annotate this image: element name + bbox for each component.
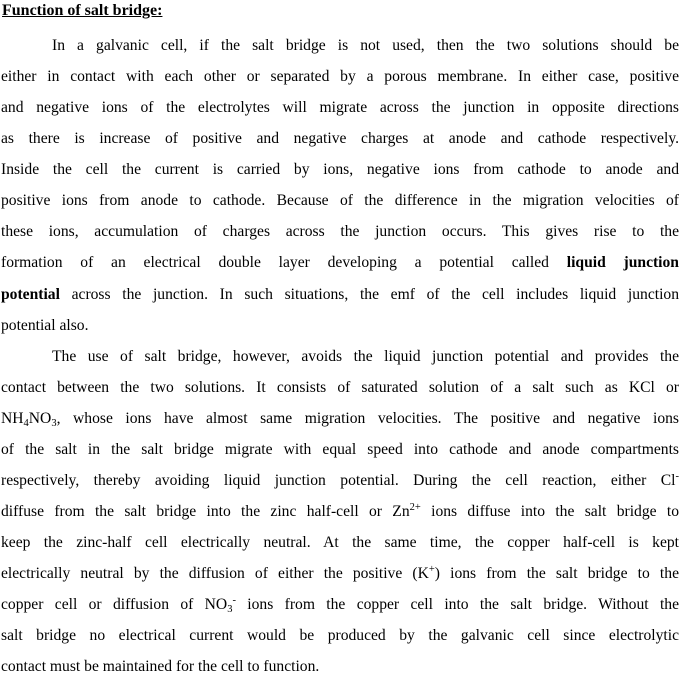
paragraph-2-line-5-text: respectively, thereby avoiding liquid junction potential. During the cell reaction, either Cl <box>1 472 676 489</box>
paragraph-1-line-7: these ions, accumulation of charges across the junction occurs. This gives rise to the <box>1 223 679 240</box>
paragraph-2-line-4: of the salt in the salt bridge migrate with equal speed into cathode and anode compartments <box>1 441 679 458</box>
formula-subscript-4: 4 <box>23 418 29 429</box>
term-liquid-junction: liquid junction <box>566 254 679 271</box>
paragraph-2-line-2: contact between the two solutions. It consists of saturated solution of a salt such as KCl or <box>1 379 679 396</box>
paragraph-1-line-4: as there is increase of positive and negative charges at anode and cathode respectively. <box>1 130 679 147</box>
nitrate-charge: - <box>232 595 236 606</box>
potassium-charge: + <box>428 564 435 575</box>
paragraph-2-line-8-rest: ) ions from the salt bridge to the <box>434 565 679 582</box>
paragraph-1-line-1: In a galvanic cell, if the salt bridge is not used, then the two solutions should be <box>52 37 679 54</box>
section-title: Function of salt bridge: <box>2 2 163 19</box>
nitrate-subscript-3: 3 <box>227 604 233 615</box>
paragraph-2-line-6 <box>1 502 679 522</box>
paragraph-2-line-6-rest: ions diffuse into the salt bridge to <box>420 503 679 520</box>
paragraph-2-line-6-text: diffuse from the salt bridge into the zinc half-cell or Zn <box>1 503 410 520</box>
paragraph-2-line-3 <box>1 409 679 429</box>
paragraph-2-line-8-text: electrically neutral by the diffusion of either the positive (K <box>1 565 429 582</box>
paragraph-2-line-11: contact must be maintained for the cell to function. <box>1 658 320 675</box>
formula-nh: NH <box>1 410 24 427</box>
paragraph-2-line-8 <box>1 564 679 584</box>
paragraph-2-line-3-text: , whose ions have almost same migration velocities. The positive and negative ions <box>56 410 679 427</box>
paragraph-1-line-3: and negative ions of the electrolytes will migrate across the junction in opposite directions <box>1 99 679 116</box>
paragraph-1-line-10: potential also. <box>1 317 89 334</box>
chloride-charge: - <box>675 471 679 482</box>
paragraph-1-line-9-text: across the junction. In such situations, the emf of the cell includes liquid junction <box>59 286 679 303</box>
paragraph-2-line-10: salt bridge no electrical current would be produced by the galvanic cell since electrolytic <box>1 627 679 644</box>
paragraph-2-line-7: keep the zinc-half cell electrically neutral. At the same time, the copper half-cell is kept <box>1 534 679 551</box>
paragraph-1-line-8-text: formation of an electrical double layer developing a potential called <box>1 254 549 271</box>
paragraph-2-line-5 <box>1 471 679 491</box>
paragraph-2-line-9 <box>1 595 679 615</box>
paragraph-1-line-8 <box>1 253 679 273</box>
paragraph-2-line-9-text: copper cell or diffusion of NO <box>1 596 228 613</box>
paragraph-2-line-9-rest: ions from the copper cell into the salt bridge. Without the <box>235 596 680 613</box>
paragraph-2-line-1: The use of salt bridge, however, avoids the liquid junction potential and provides the <box>52 348 679 365</box>
formula-subscript-3: 3 <box>51 418 57 429</box>
paragraph-1-line-5: Inside the cell the current is carried by ions, negative ions from cathode to anode and <box>1 161 679 178</box>
paragraph-1-line-6: positive ions from anode to cathode. Because of the difference in the migration velocities of <box>1 192 679 209</box>
paragraph-1-line-2: either in contact with each other or separated by a porous membrane. In either case, positive <box>1 68 679 85</box>
formula-no: NO <box>28 410 52 427</box>
term-potential: potential <box>1 286 60 303</box>
zinc-charge: 2+ <box>409 502 421 513</box>
paragraph-1-line-9 <box>1 285 679 305</box>
